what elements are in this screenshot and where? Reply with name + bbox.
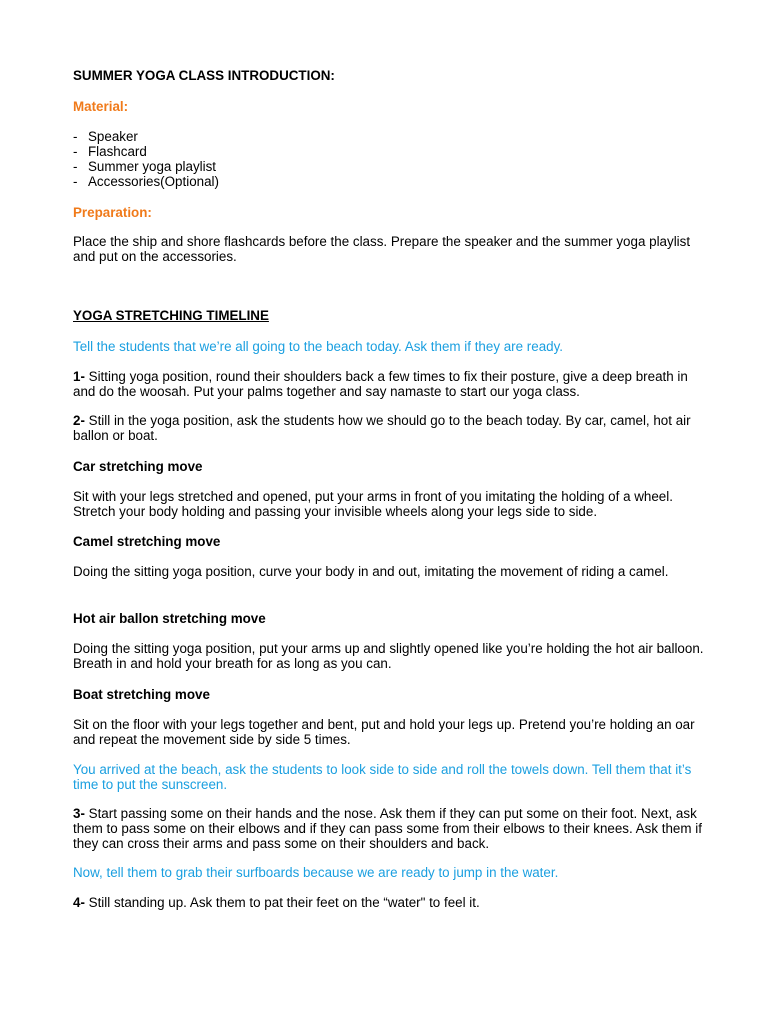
material-heading: Material: <box>73 99 129 114</box>
bullet-dash: - <box>73 129 78 144</box>
step-number: 4- <box>73 895 85 910</box>
bullet-dash: - <box>73 174 78 189</box>
timeline-heading: YOGA STRETCHING TIMELINE <box>73 308 269 323</box>
preparation-heading: Preparation: <box>73 205 152 220</box>
camel-heading: Camel stretching move <box>73 534 221 549</box>
boat-text: Sit on the floor with your legs together and bent, put and hold your legs up. Pretend you’re holding an oar and repeat the movement side by side 5 times. <box>73 717 695 747</box>
document-title: SUMMER YOGA CLASS INTRODUCTION: <box>73 68 335 83</box>
preparation-text: Place the ship and shore flashcards before the class. Prepare the speaker and the summer yoga playlist and put on the accessories. <box>73 234 691 264</box>
balloon-heading: Hot air ballon stretching move <box>73 611 266 626</box>
step-number: 3- <box>73 806 85 821</box>
bullet-dash: - <box>73 144 78 159</box>
step-number: 1- <box>73 369 85 384</box>
camel-text: Doing the sitting yoga position, curve your body in and out, imitating the movement of riding a camel. <box>73 564 669 579</box>
surf-note: Now, tell them to grab their surfboards because we are ready to jump in the water. <box>73 865 559 880</box>
list-item: - Summer yoga playlist <box>73 159 217 174</box>
list-item: - Speaker <box>73 129 138 144</box>
step-3: 3- Start passing some on their hands and the nose. Ask them if they can put some on their foot. Next, ask them to pass some on their elbows and if they can pass some from their elbows to their knees. Ask them if they can cross their arms and pass some on their shoulders and back. <box>73 806 702 851</box>
step-number: 2- <box>73 413 85 428</box>
car-text: Sit with your legs stretched and opened, put your arms in front of you imitating the holding of a wheel. Stretch your body holding and passing your invisible wheels along your legs side to side. <box>73 489 673 519</box>
bullet-dash: - <box>73 159 78 174</box>
car-heading: Car stretching move <box>73 459 203 474</box>
step-2: 2- Still in the yoga position, ask the students how we should go to the beach today. By car, camel, hot air ballon or boat. <box>73 413 691 443</box>
boat-heading: Boat stretching move <box>73 687 210 702</box>
step-1: 1- Sitting yoga position, round their shoulders back a few times to fix their posture, give a deep breath in and do the woosah. Put your palms together and say namaste to start our yoga class. <box>73 369 688 399</box>
timeline-intro: Tell the students that we’re all going to the beach today. Ask them if they are ready. <box>73 339 564 354</box>
step-4: 4- Still standing up. Ask them to pat their feet on the “water" to feel it. <box>73 895 480 910</box>
beach-note: You arrived at the beach, ask the students to look side to side and roll the towels down. Tell them that it’s time to put the sunscreen. <box>73 762 692 792</box>
list-item: - Accessories(Optional) <box>73 174 219 189</box>
balloon-text: Doing the sitting yoga position, put your arms up and slightly opened like you’re holding the hot air balloon. Breath in and hold your breath for as long as you can. <box>73 641 704 671</box>
list-item: - Flashcard <box>73 144 147 159</box>
material-list <box>73 129 705 189</box>
